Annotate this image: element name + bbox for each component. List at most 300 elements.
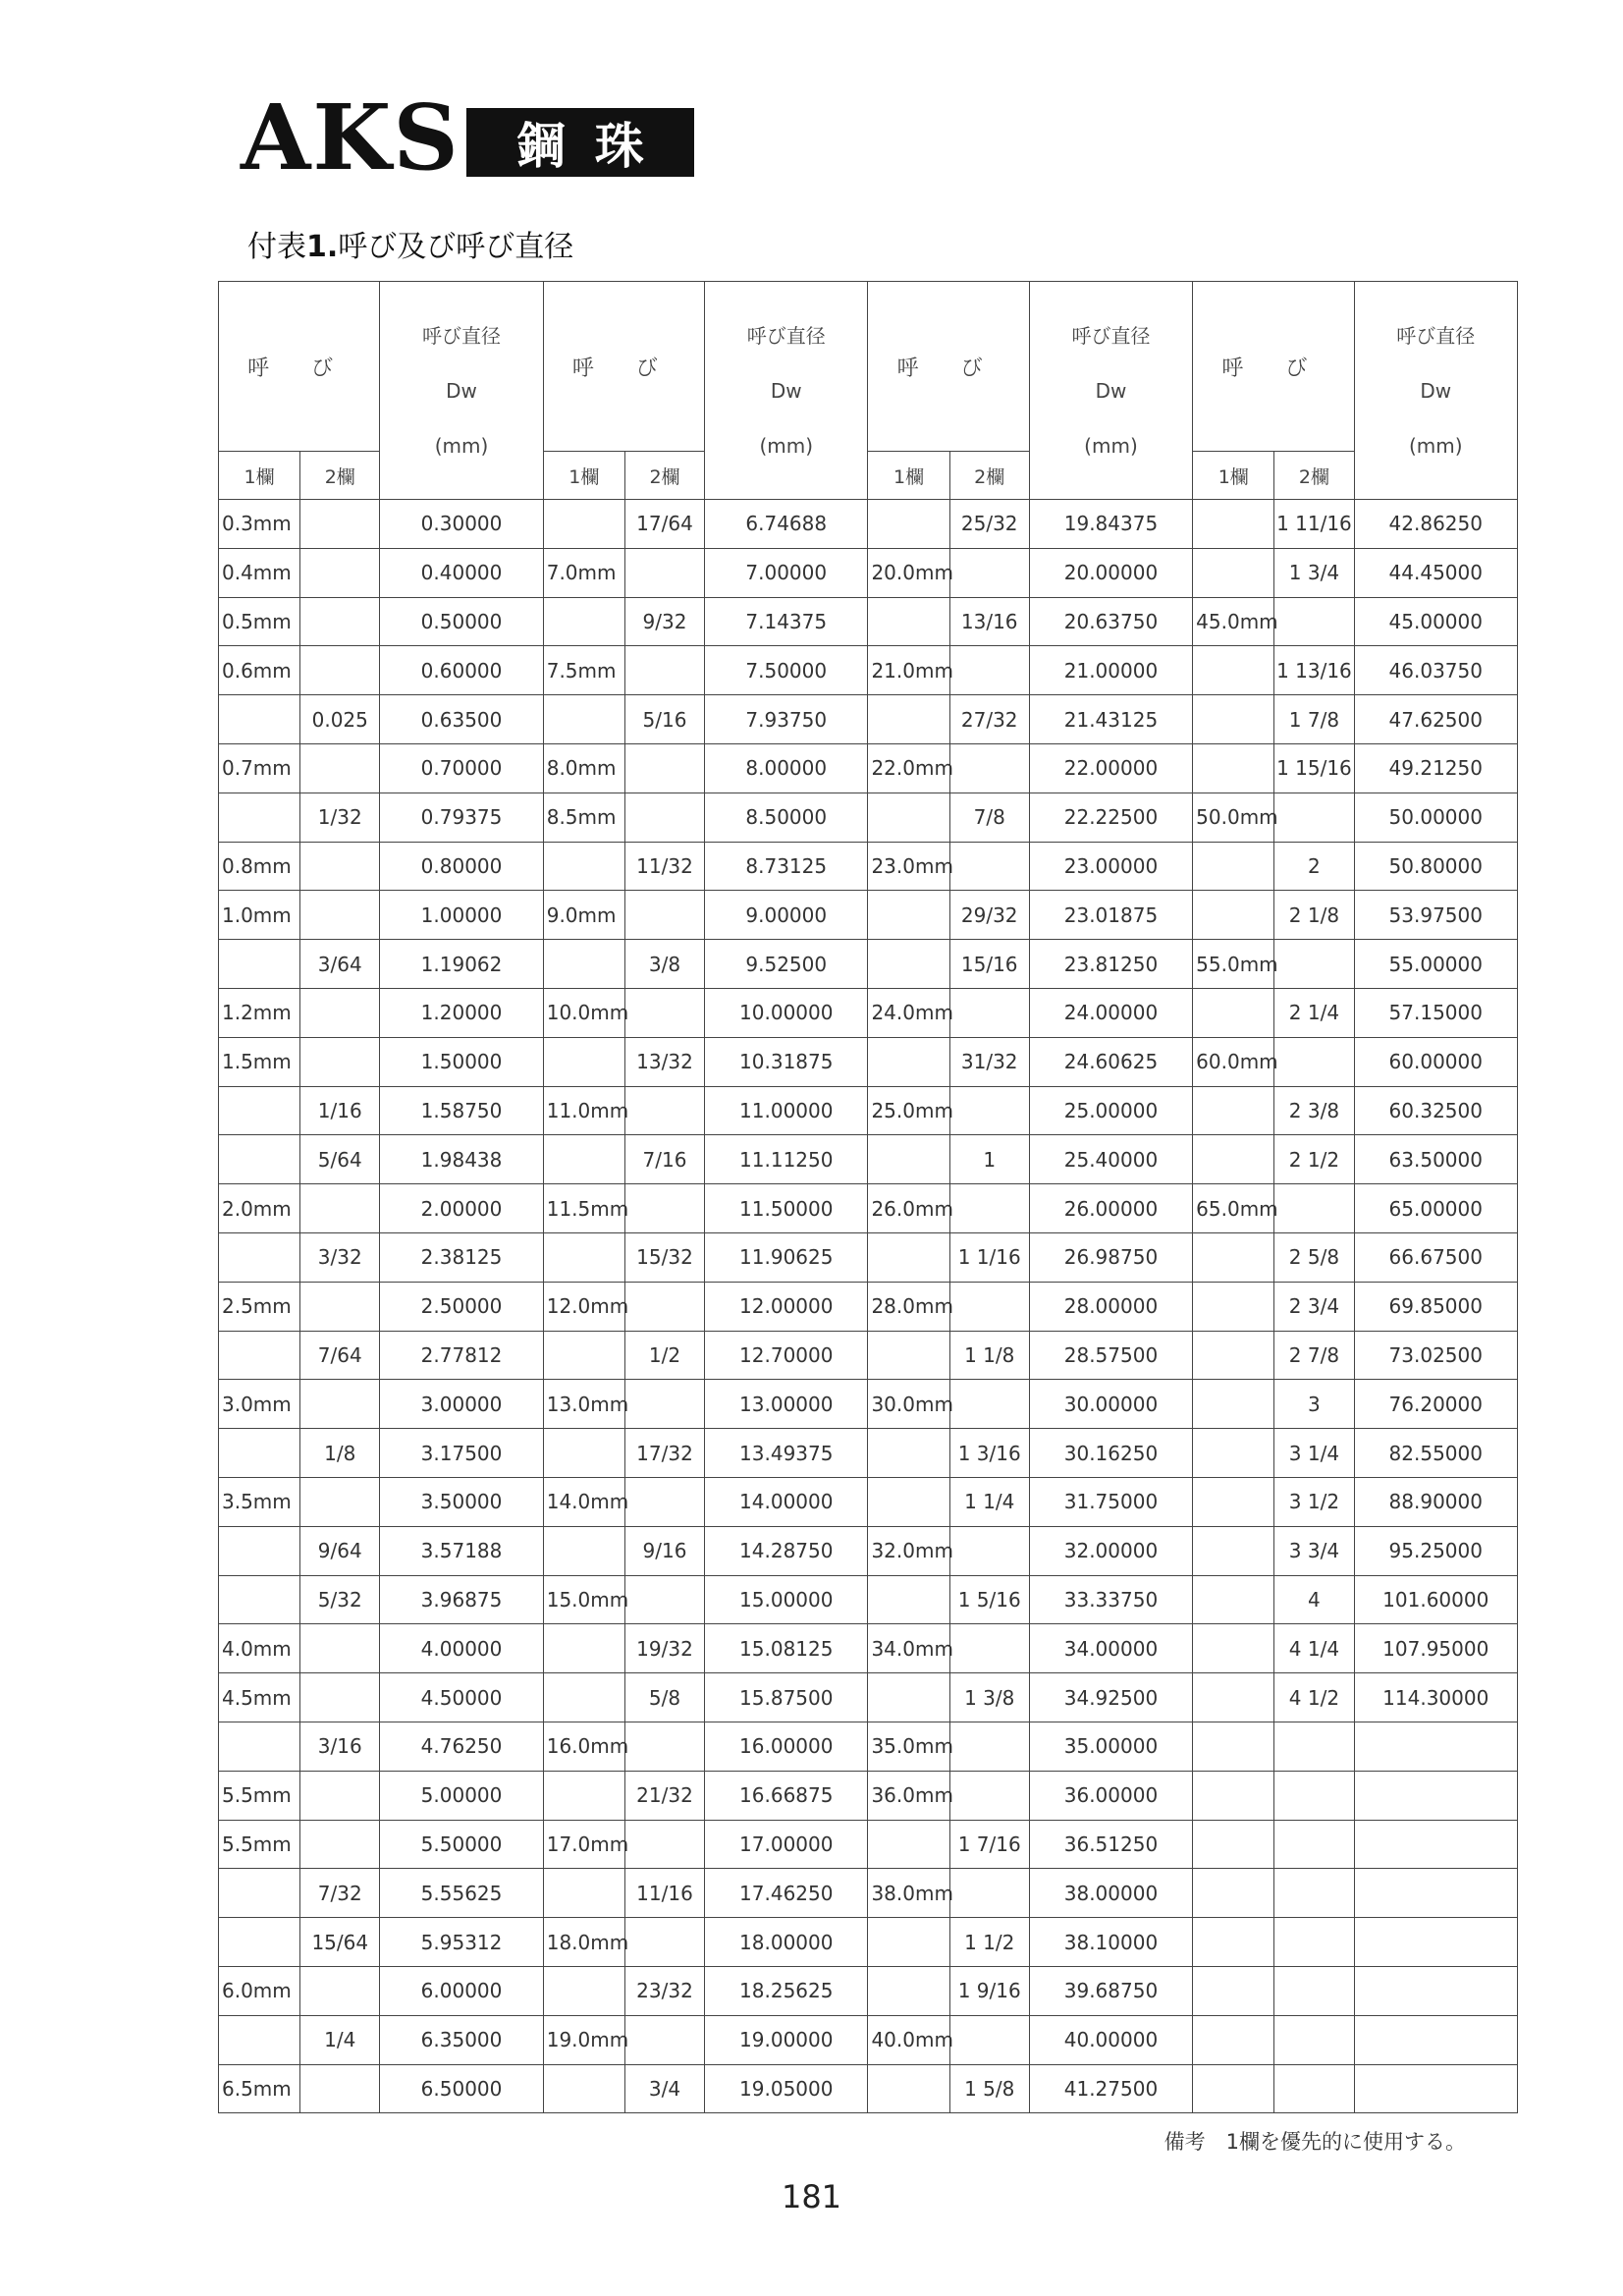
cell-col2-value: 11/16 — [624, 1869, 704, 1918]
cell-col2-value — [1274, 940, 1354, 989]
cell-col1-value — [543, 1771, 624, 1820]
cell-col2-value — [300, 1820, 380, 1869]
cell-dw-value — [1354, 1966, 1518, 2015]
cell-col2-value: 1 11/16 — [1274, 500, 1354, 549]
table-row — [219, 743, 1518, 793]
cell-col1-value — [868, 1331, 949, 1380]
cell-col1-value — [543, 1673, 624, 1722]
header-dw-unit: (mm) — [1408, 433, 1463, 458]
cell-dw-value: 12.00000 — [705, 1282, 868, 1331]
cell-col2-value: 9/16 — [624, 1526, 704, 1575]
cell-dw-value: 60.32500 — [1354, 1086, 1518, 1135]
cell-col1-value — [219, 1135, 300, 1184]
table-row — [219, 1575, 1518, 1624]
cell-col1-value — [543, 1869, 624, 1918]
cell-col1-value — [543, 500, 624, 549]
cell-col2-value — [624, 548, 704, 597]
cell-col2-value: 3 — [1274, 1380, 1354, 1429]
cell-dw-value: 0.70000 — [380, 743, 543, 793]
cell-col2-value — [624, 1184, 704, 1233]
cell-col1-value — [543, 1232, 624, 1282]
cell-col2-value — [949, 2015, 1029, 2064]
cell-col1-value: 60.0mm — [1193, 1037, 1274, 1086]
cell-col2-value — [1274, 793, 1354, 842]
cell-col1-value: 3.0mm — [219, 1380, 300, 1429]
brand-label: 鋼珠 — [466, 108, 694, 177]
cell-col2-value: 1/8 — [300, 1429, 380, 1478]
cell-col2-value: 17/64 — [624, 500, 704, 549]
cell-col2-value: 2 7/8 — [1274, 1331, 1354, 1380]
table-row — [219, 646, 1518, 695]
cell-dw-value: 47.62500 — [1354, 695, 1518, 744]
cell-col2-value: 1/2 — [624, 1331, 704, 1380]
cell-col2-value — [949, 1624, 1029, 1673]
cell-col1-value — [868, 695, 949, 744]
cell-col1-value: 5.5mm — [219, 1771, 300, 1820]
header-dw-3 — [1029, 282, 1192, 500]
cell-dw-value: 23.00000 — [1029, 842, 1192, 891]
cell-dw-value: 33.33750 — [1029, 1575, 1192, 1624]
cell-col2-value — [949, 1869, 1029, 1918]
cell-col1-value — [219, 940, 300, 989]
cell-col1-value: 34.0mm — [868, 1624, 949, 1673]
cell-dw-value: 50.80000 — [1354, 842, 1518, 891]
cell-col1-value — [1193, 842, 1274, 891]
cell-col1-value: 1.0mm — [219, 891, 300, 940]
table-row — [219, 1232, 1518, 1282]
cell-col1-value — [1193, 1966, 1274, 2015]
cell-dw-value: 7.93750 — [705, 695, 868, 744]
cell-col1-value — [219, 1722, 300, 1771]
cell-col2-value: 1 3/16 — [949, 1429, 1029, 1478]
cell-dw-value: 11.00000 — [705, 1086, 868, 1135]
cell-col1-value: 8.0mm — [543, 743, 624, 793]
header-dw-1 — [380, 282, 543, 500]
table-row — [219, 1966, 1518, 2015]
table-row — [219, 1135, 1518, 1184]
cell-dw-value: 2.38125 — [380, 1232, 543, 1282]
cell-col2-value: 2 1/8 — [1274, 891, 1354, 940]
cell-dw-value: 88.90000 — [1354, 1477, 1518, 1526]
cell-dw-value — [1354, 1918, 1518, 1967]
cell-dw-value: 17.00000 — [705, 1820, 868, 1869]
cell-dw-value: 4.76250 — [380, 1722, 543, 1771]
cell-dw-value: 5.95312 — [380, 1918, 543, 1967]
cell-col2-value: 15/32 — [624, 1232, 704, 1282]
cell-dw-value: 6.50000 — [380, 2064, 543, 2113]
cell-dw-value: 23.01875 — [1029, 891, 1192, 940]
cell-col1-value: 2.5mm — [219, 1282, 300, 1331]
cell-col1-value — [543, 1331, 624, 1380]
cell-col1-value: 0.5mm — [219, 597, 300, 646]
cell-dw-value: 8.00000 — [705, 743, 868, 793]
cell-col2-value — [300, 1184, 380, 1233]
cell-col2-value — [949, 988, 1029, 1037]
cell-col1-value: 1.2mm — [219, 988, 300, 1037]
cell-col2-value — [300, 597, 380, 646]
cell-dw-value: 30.16250 — [1029, 1429, 1192, 1478]
cell-col1-value — [868, 940, 949, 989]
cell-dw-value: 82.55000 — [1354, 1429, 1518, 1478]
cell-col2-value — [624, 988, 704, 1037]
cell-col2-value: 2 1/4 — [1274, 988, 1354, 1037]
cell-col2-value — [300, 891, 380, 940]
header-col1: 1欄 — [868, 452, 949, 500]
cell-dw-value: 73.02500 — [1354, 1331, 1518, 1380]
table-row — [219, 891, 1518, 940]
cell-dw-value: 6.00000 — [380, 1966, 543, 2015]
cell-col2-value: 1 5/8 — [949, 2064, 1029, 2113]
cell-col1-value: 20.0mm — [868, 548, 949, 597]
brand-header — [241, 83, 694, 191]
cell-col1-value — [1193, 1477, 1274, 1526]
table-row — [219, 940, 1518, 989]
cell-col2-value — [300, 1477, 380, 1526]
cell-dw-value: 5.55625 — [380, 1869, 543, 1918]
cell-dw-value: 2.50000 — [380, 1282, 543, 1331]
cell-col1-value: 25.0mm — [868, 1086, 949, 1135]
cell-dw-value: 25.00000 — [1029, 1086, 1192, 1135]
cell-dw-value: 49.21250 — [1354, 743, 1518, 793]
header-dw-4 — [1354, 282, 1518, 500]
cell-col2-value: 5/16 — [624, 695, 704, 744]
cell-col2-value — [300, 548, 380, 597]
cell-dw-value: 41.27500 — [1029, 2064, 1192, 2113]
cell-col2-value: 15/16 — [949, 940, 1029, 989]
cell-col1-value — [868, 1477, 949, 1526]
cell-dw-value: 11.11250 — [705, 1135, 868, 1184]
cell-col1-value: 0.6mm — [219, 646, 300, 695]
cell-dw-value: 12.70000 — [705, 1331, 868, 1380]
header-dw-label: 呼び直径 — [422, 323, 502, 348]
cell-col2-value — [300, 1037, 380, 1086]
cell-dw-value: 35.00000 — [1029, 1722, 1192, 1771]
cell-col1-value: 12.0mm — [543, 1282, 624, 1331]
cell-col2-value — [624, 1380, 704, 1429]
cell-col2-value: 17/32 — [624, 1429, 704, 1478]
cell-dw-value: 107.95000 — [1354, 1624, 1518, 1673]
cell-dw-value: 22.22500 — [1029, 793, 1192, 842]
cell-dw-value: 38.00000 — [1029, 1869, 1192, 1918]
cell-dw-value: 65.00000 — [1354, 1184, 1518, 1233]
cell-dw-value: 23.81250 — [1029, 940, 1192, 989]
cell-col2-value: 1 1/2 — [949, 1918, 1029, 1967]
cell-col2-value — [1274, 1184, 1354, 1233]
cell-col2-value: 27/32 — [949, 695, 1029, 744]
cell-col1-value: 19.0mm — [543, 2015, 624, 2064]
cell-col2-value — [624, 2015, 704, 2064]
cell-col1-value: 24.0mm — [868, 988, 949, 1037]
cell-dw-value — [1354, 2015, 1518, 2064]
cell-col1-value — [543, 597, 624, 646]
cell-col1-value: 5.5mm — [219, 1820, 300, 1869]
table-row — [219, 695, 1518, 744]
cell-col2-value — [300, 1624, 380, 1673]
cell-col1-value: 8.5mm — [543, 793, 624, 842]
cell-col1-value — [1193, 646, 1274, 695]
cell-col2-value — [624, 793, 704, 842]
cell-col2-value: 23/32 — [624, 1966, 704, 2015]
header-col2: 2欄 — [949, 452, 1029, 500]
cell-dw-value: 69.85000 — [1354, 1282, 1518, 1331]
cell-dw-value: 25.40000 — [1029, 1135, 1192, 1184]
cell-col1-value — [219, 1526, 300, 1575]
cell-dw-value: 2.00000 — [380, 1184, 543, 1233]
cell-col2-value: 3 1/4 — [1274, 1429, 1354, 1478]
table-row — [219, 1184, 1518, 1233]
cell-col1-value — [543, 2064, 624, 2113]
cell-col1-value: 14.0mm — [543, 1477, 624, 1526]
cell-col2-value: 1 7/8 — [1274, 695, 1354, 744]
header-dw-label: 呼び直径 — [1396, 323, 1476, 348]
cell-col1-value: 2.0mm — [219, 1184, 300, 1233]
cell-dw-value: 17.46250 — [705, 1869, 868, 1918]
caption-number: 1. — [306, 230, 339, 264]
cell-col2-value — [1274, 1771, 1354, 1820]
table-row — [219, 1380, 1518, 1429]
cell-dw-value: 19.00000 — [705, 2015, 868, 2064]
cell-col1-value: 13.0mm — [543, 1380, 624, 1429]
table-row — [219, 2064, 1518, 2113]
cell-col1-value: 55.0mm — [1193, 940, 1274, 989]
cell-dw-value: 18.25625 — [705, 1966, 868, 2015]
cell-col1-value — [219, 1869, 300, 1918]
cell-dw-value: 21.43125 — [1029, 695, 1192, 744]
cell-col1-value: 30.0mm — [868, 1380, 949, 1429]
cell-dw-value: 3.96875 — [380, 1575, 543, 1624]
cell-col2-value — [1274, 1820, 1354, 1869]
header-col2: 2欄 — [300, 452, 380, 500]
cell-dw-value: 1.58750 — [380, 1086, 543, 1135]
cell-col2-value: 1 5/16 — [949, 1575, 1029, 1624]
table-body — [219, 500, 1518, 2113]
cell-dw-value: 0.50000 — [380, 597, 543, 646]
brand-name: AKS — [241, 83, 460, 191]
cell-dw-value: 28.57500 — [1029, 1331, 1192, 1380]
cell-dw-value: 15.87500 — [705, 1673, 868, 1722]
cell-col1-value: 18.0mm — [543, 1918, 624, 1967]
cell-col2-value — [949, 548, 1029, 597]
cell-dw-value: 55.00000 — [1354, 940, 1518, 989]
cell-col2-value — [300, 1673, 380, 1722]
table-caption — [247, 222, 573, 265]
cell-col2-value — [949, 1380, 1029, 1429]
cell-col1-value — [219, 1575, 300, 1624]
cell-col2-value: 19/32 — [624, 1624, 704, 1673]
cell-col1-value: 21.0mm — [868, 646, 949, 695]
cell-col2-value — [949, 1771, 1029, 1820]
cell-col1-value: 40.0mm — [868, 2015, 949, 2064]
cell-col1-value: 11.5mm — [543, 1184, 624, 1233]
cell-dw-value: 0.63500 — [380, 695, 543, 744]
cell-dw-value: 76.20000 — [1354, 1380, 1518, 1429]
cell-dw-value: 19.05000 — [705, 2064, 868, 2113]
cell-col1-value — [1193, 1282, 1274, 1331]
cell-dw-value: 45.00000 — [1354, 597, 1518, 646]
header-dw-2 — [705, 282, 868, 500]
cell-col2-value: 29/32 — [949, 891, 1029, 940]
cell-col1-value — [543, 842, 624, 891]
cell-dw-value: 26.98750 — [1029, 1232, 1192, 1282]
cell-col2-value: 5/64 — [300, 1135, 380, 1184]
cell-dw-value: 16.66875 — [705, 1771, 868, 1820]
cell-col1-value — [868, 597, 949, 646]
table-row — [219, 548, 1518, 597]
cell-col2-value: 25/32 — [949, 500, 1029, 549]
cell-dw-value: 10.31875 — [705, 1037, 868, 1086]
cell-dw-value: 3.17500 — [380, 1429, 543, 1478]
table-row — [219, 1624, 1518, 1673]
cell-col1-value — [1193, 2015, 1274, 2064]
cell-col1-value — [1193, 988, 1274, 1037]
header-nominal-1: 呼 び — [219, 282, 380, 452]
cell-dw-value: 2.77812 — [380, 1331, 543, 1380]
cell-col1-value: 35.0mm — [868, 1722, 949, 1771]
cell-dw-value: 5.50000 — [380, 1820, 543, 1869]
cell-dw-value: 8.50000 — [705, 793, 868, 842]
table-row — [219, 1477, 1518, 1526]
cell-col2-value: 7/32 — [300, 1869, 380, 1918]
cell-col2-value: 2 1/2 — [1274, 1135, 1354, 1184]
table-row — [219, 597, 1518, 646]
header-col1: 1欄 — [1193, 452, 1274, 500]
cell-col1-value — [543, 1526, 624, 1575]
cell-col1-value — [868, 1918, 949, 1967]
table-row — [219, 500, 1518, 549]
cell-col1-value — [1193, 1575, 1274, 1624]
header-dw-symbol: Dw — [1420, 378, 1452, 403]
cell-col2-value: 15/64 — [300, 1918, 380, 1967]
cell-dw-value: 34.92500 — [1029, 1673, 1192, 1722]
cell-col2-value — [300, 1282, 380, 1331]
cell-col2-value — [624, 1820, 704, 1869]
cell-col1-value: 17.0mm — [543, 1820, 624, 1869]
header-col2: 2欄 — [624, 452, 704, 500]
cell-col2-value — [949, 1184, 1029, 1233]
cell-col2-value: 1 1/8 — [949, 1331, 1029, 1380]
cell-col1-value — [1193, 1331, 1274, 1380]
cell-col1-value — [1193, 500, 1274, 549]
cell-col2-value: 1 9/16 — [949, 1966, 1029, 2015]
cell-dw-value: 16.00000 — [705, 1722, 868, 1771]
cell-dw-value: 15.00000 — [705, 1575, 868, 1624]
cell-dw-value: 18.00000 — [705, 1918, 868, 1967]
cell-col1-value — [1193, 1380, 1274, 1429]
cell-col2-value — [949, 1722, 1029, 1771]
cell-col2-value — [300, 2064, 380, 2113]
cell-dw-value: 30.00000 — [1029, 1380, 1192, 1429]
cell-dw-value: 11.90625 — [705, 1232, 868, 1282]
cell-col2-value: 11/32 — [624, 842, 704, 891]
table-row — [219, 1526, 1518, 1575]
cell-dw-value: 4.50000 — [380, 1673, 543, 1722]
cell-col1-value — [543, 940, 624, 989]
cell-dw-value: 39.68750 — [1029, 1966, 1192, 2015]
header-col2: 2欄 — [1274, 452, 1354, 500]
cell-dw-value: 21.00000 — [1029, 646, 1192, 695]
cell-col2-value: 2 — [1274, 842, 1354, 891]
cell-col2-value — [300, 842, 380, 891]
cell-col1-value — [1193, 1722, 1274, 1771]
cell-col2-value: 4 — [1274, 1575, 1354, 1624]
cell-col1-value — [1193, 1232, 1274, 1282]
cell-dw-value: 36.00000 — [1029, 1771, 1192, 1820]
table-row — [219, 1282, 1518, 1331]
cell-col1-value: 26.0mm — [868, 1184, 949, 1233]
cell-col1-value — [868, 1135, 949, 1184]
header-col1: 1欄 — [543, 452, 624, 500]
cell-dw-value: 3.00000 — [380, 1380, 543, 1429]
cell-col2-value — [624, 1282, 704, 1331]
cell-col2-value: 9/64 — [300, 1526, 380, 1575]
cell-col2-value — [1274, 1869, 1354, 1918]
cell-dw-value: 63.50000 — [1354, 1135, 1518, 1184]
caption-prefix: 付表 — [247, 230, 306, 264]
cell-col1-value — [868, 1673, 949, 1722]
cell-col1-value — [868, 500, 949, 549]
cell-col2-value — [1274, 1966, 1354, 2015]
cell-col2-value — [949, 1086, 1029, 1135]
cell-col2-value — [300, 1771, 380, 1820]
cell-dw-value: 114.30000 — [1354, 1673, 1518, 1722]
cell-col1-value: 50.0mm — [1193, 793, 1274, 842]
cell-dw-value: 26.00000 — [1029, 1184, 1192, 1233]
table-row — [219, 1722, 1518, 1771]
cell-col2-value — [949, 1526, 1029, 1575]
cell-col1-value — [219, 793, 300, 842]
cell-col1-value: 45.0mm — [1193, 597, 1274, 646]
cell-col2-value: 13/16 — [949, 597, 1029, 646]
cell-col2-value: 1 1/16 — [949, 1232, 1029, 1282]
header-dw-symbol: Dw — [770, 378, 802, 403]
cell-col2-value: 2 5/8 — [1274, 1232, 1354, 1282]
caption-text: 呼び及び呼び直径 — [338, 230, 574, 264]
cell-col2-value: 5/8 — [624, 1673, 704, 1722]
cell-dw-value: 66.67500 — [1354, 1232, 1518, 1282]
cell-col2-value: 1 13/16 — [1274, 646, 1354, 695]
cell-col2-value — [624, 1477, 704, 1526]
cell-dw-value: 34.00000 — [1029, 1624, 1192, 1673]
cell-col1-value: 11.0mm — [543, 1086, 624, 1135]
cell-dw-value: 101.60000 — [1354, 1575, 1518, 1624]
header-dw-unit: (mm) — [434, 433, 489, 458]
header-nominal-2: 呼 び — [543, 282, 704, 452]
cell-col2-value — [949, 1282, 1029, 1331]
table-row — [219, 1331, 1518, 1380]
cell-dw-value: 5.00000 — [380, 1771, 543, 1820]
cell-col2-value: 1/4 — [300, 2015, 380, 2064]
cell-dw-value: 8.73125 — [705, 842, 868, 891]
cell-col1-value — [1193, 1135, 1274, 1184]
cell-dw-value: 28.00000 — [1029, 1282, 1192, 1331]
cell-col1-value: 0.8mm — [219, 842, 300, 891]
cell-col1-value: 6.0mm — [219, 1966, 300, 2015]
cell-col1-value: 0.7mm — [219, 743, 300, 793]
cell-col2-value: 31/32 — [949, 1037, 1029, 1086]
cell-col1-value — [219, 1331, 300, 1380]
cell-col1-value — [1193, 548, 1274, 597]
cell-col1-value: 15.0mm — [543, 1575, 624, 1624]
cell-col2-value: 1 — [949, 1135, 1029, 1184]
cell-dw-value: 7.50000 — [705, 646, 868, 695]
cell-dw-value: 60.00000 — [1354, 1037, 1518, 1086]
table-row — [219, 988, 1518, 1037]
cell-col1-value: 4.0mm — [219, 1624, 300, 1673]
cell-col1-value: 7.0mm — [543, 548, 624, 597]
cell-col2-value — [1274, 1722, 1354, 1771]
cell-col1-value — [868, 1575, 949, 1624]
cell-dw-value: 44.45000 — [1354, 548, 1518, 597]
